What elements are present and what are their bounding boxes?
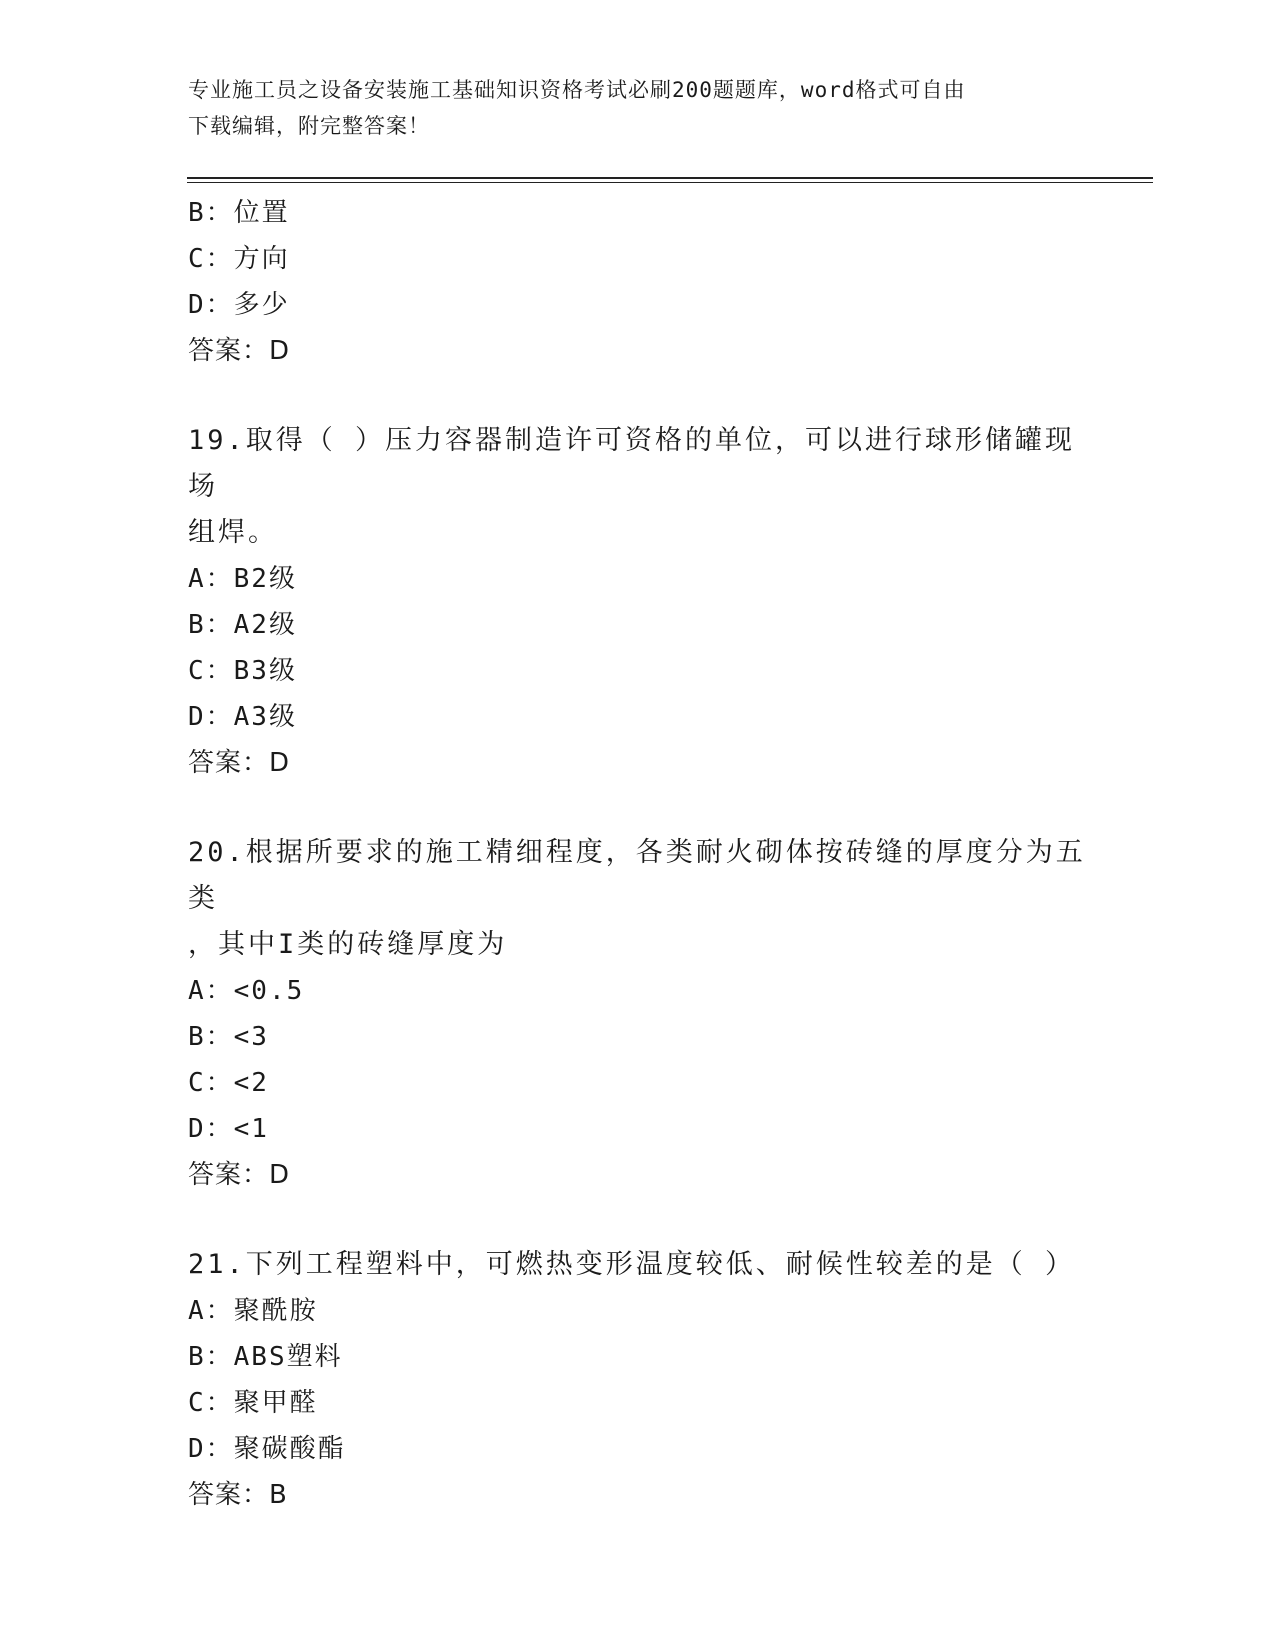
option-label: A： xyxy=(188,976,234,1006)
header-line-2: 下载编辑，附完整答案！ xyxy=(188,114,430,138)
option-a xyxy=(188,968,1088,1014)
option-label: B： xyxy=(188,198,234,228)
option-label: D： xyxy=(188,702,234,732)
option-b xyxy=(188,190,1088,236)
option-label: C： xyxy=(188,656,234,686)
question-line: 21.下列工程塑料中，可燃热变形温度较低、耐候性较差的是（ ） xyxy=(188,1249,1076,1280)
header-rule-thin xyxy=(187,182,1153,183)
option-c xyxy=(188,1380,1088,1426)
question-text xyxy=(188,418,1088,556)
option-label: B： xyxy=(188,610,234,640)
option-label: D： xyxy=(188,1434,234,1464)
option-label: A： xyxy=(188,1296,234,1326)
option-text: <1 xyxy=(233,1114,269,1144)
option-c xyxy=(188,648,1088,694)
answer-label: 答案： xyxy=(188,1160,270,1190)
option-c xyxy=(188,236,1088,282)
answer-label: 答案： xyxy=(188,748,270,778)
option-d xyxy=(188,694,1088,740)
option-text: 方向 xyxy=(233,244,290,274)
option-label: D： xyxy=(188,1114,234,1144)
question-line: 组焊。 xyxy=(188,517,278,548)
option-text: 聚碳酸酯 xyxy=(233,1434,346,1464)
option-text: 多少 xyxy=(233,290,290,320)
answer-line xyxy=(188,1472,1088,1518)
header-rule-thick xyxy=(187,177,1153,179)
question-content xyxy=(188,190,1088,1518)
answer-label: 答案： xyxy=(188,1480,270,1510)
option-label: B： xyxy=(188,1022,234,1052)
question-block-19 xyxy=(188,418,1088,786)
option-text: A3级 xyxy=(233,702,297,732)
answer-line xyxy=(188,1152,1088,1198)
option-b xyxy=(188,1014,1088,1060)
answer-label: 答案： xyxy=(188,336,270,366)
question-line: 20.根据所要求的施工精细程度，各类耐火砌体按砖缝的厚度分为五类 xyxy=(188,837,1086,914)
option-d xyxy=(188,1106,1088,1152)
option-label: C： xyxy=(188,1388,234,1418)
answer-value: D xyxy=(269,748,291,778)
option-a xyxy=(188,556,1088,602)
option-text: ABS塑料 xyxy=(233,1342,343,1372)
option-d xyxy=(188,282,1088,328)
option-text: <0.5 xyxy=(233,976,305,1006)
option-text: <3 xyxy=(233,1022,269,1052)
option-text: B3级 xyxy=(233,656,297,686)
option-c xyxy=(188,1060,1088,1106)
question-block-20 xyxy=(188,830,1088,1198)
answer-line xyxy=(188,328,1088,374)
question-line: ，其中I类的砖缝厚度为 xyxy=(188,929,508,960)
option-b xyxy=(188,1334,1088,1380)
question-text xyxy=(188,830,1088,968)
question-text xyxy=(188,1242,1088,1288)
answer-value: D xyxy=(269,336,291,366)
option-d xyxy=(188,1426,1088,1472)
option-label: D： xyxy=(188,290,234,320)
option-label: A： xyxy=(188,564,234,594)
option-text: B2级 xyxy=(233,564,297,594)
option-label: B： xyxy=(188,1342,234,1372)
option-text: 聚甲醛 xyxy=(233,1388,318,1418)
question-line: 19.取得（ ）压力容器制造许可资格的单位，可以进行球形储罐现场 xyxy=(188,425,1076,502)
answer-line xyxy=(188,740,1088,786)
prev-question-block xyxy=(188,190,1088,374)
question-block-21 xyxy=(188,1242,1088,1518)
option-b xyxy=(188,602,1088,648)
option-text: 位置 xyxy=(233,198,290,228)
header-line-1: 专业施工员之设备安装施工基础知识资格考试必刷200题题库，word格式可自由 xyxy=(188,78,966,102)
option-text: A2级 xyxy=(233,610,297,640)
option-a xyxy=(188,1288,1088,1334)
answer-value: D xyxy=(269,1160,291,1190)
option-label: C： xyxy=(188,244,234,274)
option-text: 聚酰胺 xyxy=(233,1296,318,1326)
document-header xyxy=(188,72,1068,144)
option-text: <2 xyxy=(233,1068,269,1098)
answer-value: B xyxy=(269,1480,288,1510)
option-label: C： xyxy=(188,1068,234,1098)
